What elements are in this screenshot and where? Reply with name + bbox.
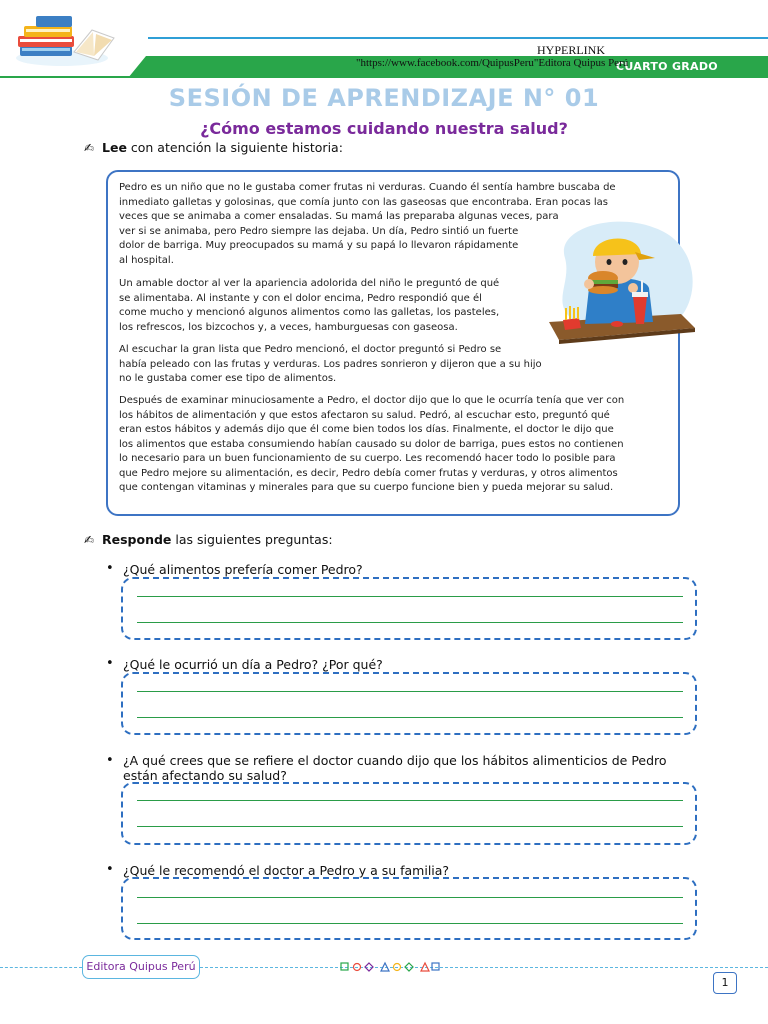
question-3-line-1: ¿A qué crees que se refiere el doctor cuando dijo que los hábitos alimenticios de Pedro [123, 753, 667, 768]
question-3 [123, 753, 667, 783]
read-instruction-bold: Lee [102, 140, 127, 155]
question-2: ¿Qué le ocurrió un día a Pedro? ¿Por qué? [123, 657, 383, 672]
story-line: había peleado con las frutas y verduras. Los padres sonrieron y dijeron que a su hijo [119, 358, 542, 370]
answer-box-2[interactable] [121, 672, 697, 735]
publisher-badge: Editora Quipus Perú [82, 955, 200, 979]
decorative-shapes-icon [340, 961, 440, 973]
question-1: ¿Qué alimentos prefería comer Pedro? [123, 562, 363, 577]
story-line: inmediato galletas y golosinas, que comía junto con las gaseosas que encontraba. Eran pocas las [119, 196, 608, 208]
answer-line [137, 800, 683, 801]
answer-line [137, 923, 683, 924]
story-line: los refrescos, los bizcochos y, a veces, hamburguesas con gaseosa. [119, 321, 458, 333]
story-paragraph-3 [119, 343, 555, 387]
story-paragraph-4 [119, 394, 667, 496]
bullet-icon: • [106, 561, 114, 576]
story-line: los hábitos de alimentación y que estos afectaron su salud. Pedró, al escuchar esto, preguntó qué [119, 409, 610, 421]
story-line: Un amable doctor al ver la apariencia adolorida del niño le preguntó de qué [119, 278, 500, 289]
story-line: come mucho y mencionó algunos alimentos como las galletas, los pasteles, [119, 307, 500, 318]
story-line: Al escuchar la gran lista que Pedro mencionó, el doctor preguntó si Pedro se [119, 344, 502, 355]
books-logo-icon [14, 12, 120, 68]
story-line: que Pedro mejore su alimentación, es decir, Pedro debía comer frutas y verduras, y otros alimentos [119, 467, 618, 479]
story-line: que contengan vitaminas y minerales para que su cuerpo funcione bien y pueda mejorar su salud. [119, 482, 614, 493]
answer-line [137, 826, 683, 827]
grade-label: CUARTO GRADO [616, 60, 718, 73]
read-instruction-text: con atención la siguiente historia: [126, 140, 343, 155]
footer-dashed-rule-right [200, 967, 768, 968]
boy-eating-hamburger-illustration [545, 218, 697, 346]
answer-line [137, 622, 683, 623]
story-line: al hospital. [119, 254, 174, 266]
answer-box-4[interactable] [121, 877, 697, 940]
story-line: veces que se animaba a comer ensaladas. Su mamá las preparaba algunas veces, para [119, 211, 559, 222]
hyperlink-word[interactable]: HYPERLINK [537, 43, 605, 57]
header-top-rule [148, 37, 768, 39]
story-line: dolor de barriga. Muy preocupados su mamá y su papá lo llevaron rápidamente [119, 240, 519, 251]
answer-line [137, 897, 683, 898]
story-line: no le gustaba comer ese tipo de alimentos. [119, 373, 337, 384]
story-line: eran estos hábitos y además dijo que él come bien todos los días. Finalmente, el doctor le dijo que [119, 424, 614, 435]
story-line: los alimentos que estaba consumiendo habían causado su dolor de barriga, pues estos no contienen [119, 438, 624, 450]
story-paragraph-2 [119, 277, 555, 335]
page-number: 1 [713, 972, 737, 994]
story-line: ver si se animaba, pero Pedro siempre las dejaba. Un día, Pedro sintió un fuerte [119, 225, 519, 237]
read-instruction [84, 140, 343, 155]
answer-line [137, 596, 683, 597]
answer-line [137, 691, 683, 692]
story-line: se alimentaba. Al instante y con el dolor encima, Pedro respondió que él [119, 292, 482, 304]
answer-line [137, 717, 683, 718]
writing-hand-icon: ✍ [84, 141, 95, 155]
question-3-line-2: están afectando su salud? [123, 768, 287, 783]
hyperlink-url[interactable]: "https://www.facebook.com/QuipusPeru"Editora Quipus Perú [356, 57, 629, 69]
answer-box-1[interactable] [121, 577, 697, 640]
bullet-icon: • [106, 862, 114, 877]
footer-dashed-rule-left [0, 967, 82, 968]
page-subtitle: ¿Cómo estamos cuidando nuestra salud? [200, 119, 568, 138]
writing-hand-icon: ✍ [84, 533, 95, 547]
answer-instruction-bold: Responde [102, 532, 172, 547]
bullet-icon: • [106, 753, 114, 768]
story-line: Después de examinar minuciosamente a Pedro, el doctor dijo que lo que le ocurría tenía que ver con [119, 395, 625, 406]
story-line: Pedro es un niño que no le gustaba comer frutas ni verduras. Cuando él sentía hambre buscaba de [119, 182, 616, 193]
answer-instruction-text: las siguientes preguntas: [171, 532, 333, 547]
question-4: ¿Qué le recomendó el doctor a Pedro y a su familia? [123, 863, 450, 878]
answer-box-3[interactable] [121, 782, 697, 845]
bullet-icon: • [106, 656, 114, 671]
answer-instruction [84, 532, 333, 547]
page-title: SESIÓN DE APRENDIZAJE N° 01 [168, 84, 600, 112]
story-line: lo necesario para un buen funcionamiento de su cuerpo. Les recomendó hacer todo lo posible para [119, 453, 616, 464]
